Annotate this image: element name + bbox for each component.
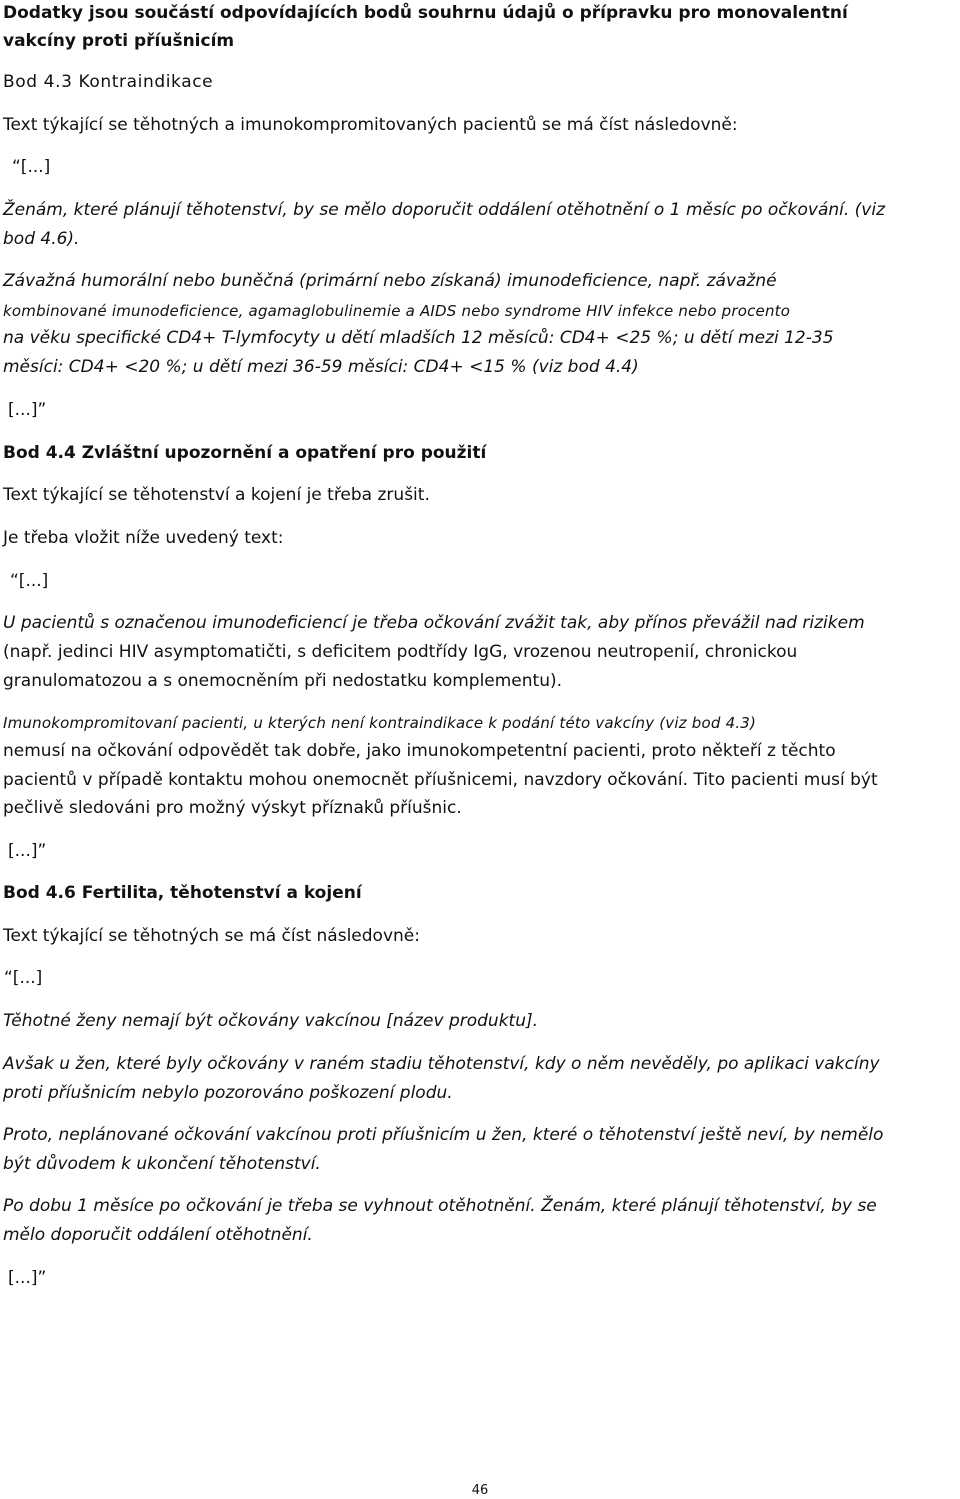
section-4-3-intro: Text týkající se těhotných a imunokompromitovaných pacientů se má číst následovně: bbox=[3, 115, 738, 135]
section-4-6-heading: Bod 4.6 Fertilita, těhotenství a kojení bbox=[3, 883, 362, 903]
section-4-4-intro-2: Je třeba vložit níže uvedený text: bbox=[3, 528, 284, 548]
section-4-3-paragraph-2-line-4: měsíci: CD4+ <20 %; u dětí mezi 36-59 měsíci: CD4+ <15 % (viz bod 4.4) bbox=[3, 357, 639, 377]
section-4-4-paragraph-2-line-1: Imunokompromitovaní pacienti, u kterých není kontraindikace k podání této vakcíny (viz bod 4.3) bbox=[3, 714, 757, 732]
section-4-6-paragraph-1: Těhotné ženy nemají být očkovány vakcínou [název produktu]. bbox=[3, 1011, 539, 1031]
section-4-4-paragraph-2-line-2: nemusí na očkování odpovědět tak dobře, jako imunokompetentní pacienti, proto někteří z těchto bbox=[3, 741, 836, 761]
page-number: 46 bbox=[471, 1483, 489, 1498]
section-4-3-paragraph-1-line-1: Ženám, které plánují těhotenství, by se mělo doporučit oddálení otěhotnění o 1 měsíc po očkování. (viz bbox=[3, 200, 886, 220]
section-4-6-paragraph-3-line-1: Proto, neplánované očkování vakcínou proti příušnicím u žen, které o těhotenství ještě neví, by nemělo bbox=[3, 1125, 884, 1145]
quote-open-ellipsis: “[...] bbox=[12, 157, 51, 177]
section-4-3-heading: Bod 4.3 Kontraindikace bbox=[3, 72, 214, 92]
section-4-6-paragraph-3-line-2: být důvodem k ukončení těhotenství. bbox=[3, 1154, 321, 1174]
section-4-3-paragraph-2-line-3: na věku specifické CD4+ T-lymfocyty u dětí mladších 12 měsíců: CD4+ <25 %; u dětí mezi 12-35 bbox=[3, 328, 834, 348]
section-4-6-paragraph-4-line-2: mělo doporučit oddálení otěhotnění. bbox=[3, 1225, 313, 1245]
section-4-4-paragraph-2-line-4: pečlivě sledováni pro možný výskyt příznaků příušnic. bbox=[3, 798, 462, 818]
section-4-4-paragraph-1-line-3: granulomatozou a s onemocněním při nedostatku komplementu). bbox=[3, 671, 563, 691]
quote-close-ellipsis: [...]” bbox=[8, 400, 47, 420]
section-4-4-intro-1: Text týkající se těhotenství a kojení je třeba zrušit. bbox=[3, 485, 430, 505]
section-4-3-paragraph-1-line-2: bod 4.6). bbox=[3, 229, 80, 249]
section-4-4-paragraph-1-line-1: U pacientů s označenou imunodeficiencí je třeba očkování zvážit tak, aby přínos převážil nad rizikem bbox=[3, 613, 865, 633]
quote-open-ellipsis: “[...] bbox=[10, 571, 49, 591]
quote-close-ellipsis: [...]” bbox=[8, 1268, 47, 1288]
section-4-3-paragraph-2-line-1: Závažná humorální nebo buněčná (primární nebo získaná) imunodeficience, např. závažné bbox=[3, 271, 777, 291]
section-4-6-paragraph-2-line-1: Avšak u žen, které byly očkovány v raném stadiu těhotenství, kdy o něm nevěděly, po aplikaci vakcíny bbox=[3, 1054, 880, 1074]
section-4-3-paragraph-2-line-2: kombinované imunodeficience, agamaglobulinemie a AIDS nebo syndrome HIV infekce nebo procento bbox=[3, 302, 791, 320]
section-4-6-paragraph-4-line-1: Po dobu 1 měsíce po očkování je třeba se vyhnout otěhotnění. Ženám, které plánují těhotenství, by se bbox=[3, 1196, 877, 1216]
header-line-1: Dodatky jsou součástí odpovídajících bodů souhrnu údajů o přípravku pro monovalentní bbox=[3, 3, 848, 23]
section-4-4-paragraph-1-line-2: (např. jedinci HIV asymptomatičti, s deficitem podtřídy IgG, vrozenou neutropenií, chronickou bbox=[3, 642, 798, 662]
section-4-4-paragraph-2-line-3: pacientů v případě kontaktu mohou onemocnět příušnicemi, navzdory očkování. Tito pacienti musí být bbox=[3, 770, 878, 790]
quote-open-ellipsis: “[...] bbox=[4, 968, 43, 988]
section-4-6-intro: Text týkající se těhotných se má číst následovně: bbox=[3, 926, 420, 946]
header-line-2: vakcíny proti příušnicím bbox=[3, 31, 235, 51]
quote-close-ellipsis: [...]” bbox=[8, 841, 47, 861]
section-4-4-heading: Bod 4.4 Zvláštní upozornění a opatření pro použití bbox=[3, 443, 487, 463]
section-4-6-paragraph-2-line-2: proti příušnicím nebylo pozorováno poškození plodu. bbox=[3, 1083, 453, 1103]
